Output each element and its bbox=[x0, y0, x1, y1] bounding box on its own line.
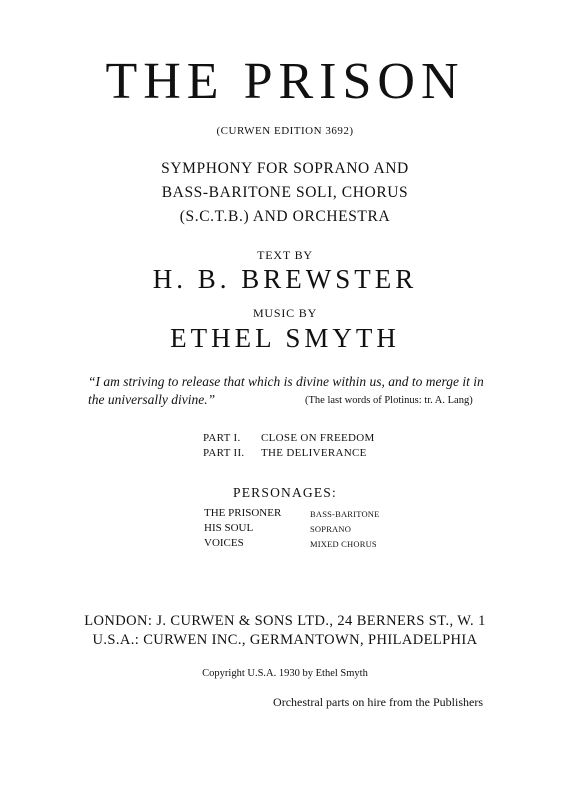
part-1-number: PART I. bbox=[203, 432, 241, 444]
music-by-label: MUSIC BY bbox=[252, 306, 318, 320]
copyright-notice: Copyright U.S.A. 1930 by Ethel Smyth bbox=[202, 668, 368, 679]
publisher-usa: U.S.A.: CURWEN INC., GERMANTOWN, PHILADELPHIA bbox=[92, 632, 478, 648]
quote-line-1: “I am striving to release that which is divine within us, and to merge it in bbox=[88, 374, 484, 389]
publisher-london: LONDON: J. CURWEN & SONS LTD., 24 BERNERS ST., W. 1 bbox=[84, 613, 486, 629]
personage-voice-2: SOPRANO bbox=[310, 524, 352, 534]
composer-name: ETHEL SMYTH bbox=[170, 323, 400, 353]
quote-attribution: (The last words of Plotinus: tr. A. Lang) bbox=[305, 395, 473, 406]
personage-role-3: VOICES bbox=[204, 537, 244, 549]
subtitle-line-2: BASS-BARITONE SOLI, CHORUS bbox=[161, 184, 409, 201]
part-2-name: THE DELIVERANCE bbox=[261, 447, 367, 459]
part-2-number: PART II. bbox=[203, 447, 245, 459]
text-by-label: TEXT BY bbox=[257, 248, 313, 262]
author-name: H. B. BREWSTER bbox=[152, 264, 418, 294]
part-1-name: CLOSE ON FREEDOM bbox=[261, 432, 375, 444]
personage-role-1: THE PRISONER bbox=[204, 507, 282, 519]
personages-heading: PERSONAGES: bbox=[233, 485, 337, 500]
edition-number: (CURWEN EDITION 3692) bbox=[216, 125, 354, 137]
personage-voice-3: MIXED CHORUS bbox=[310, 539, 377, 549]
subtitle-line-1: SYMPHONY FOR SOPRANO AND bbox=[161, 160, 409, 177]
personage-role-2: HIS SOUL bbox=[204, 522, 254, 534]
hire-note: Orchestral parts on hire from the Publishers bbox=[273, 695, 483, 709]
quote-line-2: the universally divine.” bbox=[88, 392, 216, 407]
personage-voice-1: BASS-BARITONE bbox=[310, 509, 380, 519]
work-title: THE PRISON bbox=[105, 53, 465, 110]
subtitle-line-3: (S.C.T.B.) AND ORCHESTRA bbox=[179, 208, 391, 225]
